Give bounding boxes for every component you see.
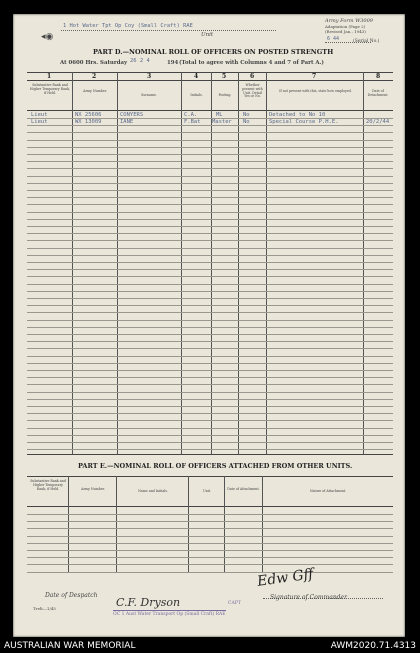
- ruled-line: [27, 197, 393, 198]
- part-d-col-line-6: [266, 72, 267, 454]
- unit-underline: [61, 30, 276, 31]
- ruled-line: [27, 161, 393, 162]
- part-d-col-line-2: [117, 72, 118, 454]
- col-header-posting-label: Posting.: [218, 93, 232, 97]
- ruled-line: [27, 514, 393, 515]
- despatch-label: Date of Despatch: [45, 592, 98, 599]
- ruled-line: [27, 305, 393, 306]
- part-d-top-rule: [27, 72, 393, 73]
- col-header-employed: If not present with this, state how employed.: [279, 89, 352, 93]
- e-col-header-rank: Substantive Rank and Higher Temporary Rank, if Held.: [30, 479, 66, 491]
- row1-present: No: [243, 112, 250, 118]
- col-header-date-detach: Date of Detachment.: [367, 89, 389, 97]
- row2-employed: Special Course P.H.E.: [269, 119, 339, 125]
- row1-surname: CONYERS: [120, 112, 144, 118]
- serial-label: (Serial No.): [353, 39, 380, 44]
- part-e-top-rule: [27, 476, 393, 477]
- col-header-rank: Substantive Rank and Higher Temporary Rank, if Held.: [29, 83, 71, 95]
- ruled-line: [27, 392, 393, 393]
- posted-date: 26 2 4: [130, 58, 150, 64]
- unit-name: 1 Hot Water Tpt Op Coy (Small Craft) RAE: [63, 23, 193, 29]
- ruled-line: [27, 564, 393, 565]
- row2-posting: Master: [212, 119, 232, 125]
- ruled-line: [27, 406, 393, 407]
- e-col-header-date-attach: Date of Attachment.: [227, 487, 260, 491]
- ruled-line: [27, 154, 393, 155]
- ruled-line: [27, 276, 393, 277]
- ruled-line: [27, 384, 393, 385]
- ruled-line: [27, 298, 393, 299]
- ruled-line: [27, 356, 393, 357]
- ruled-line: [27, 442, 393, 443]
- ruled-line: [27, 168, 393, 169]
- ruled-line: [27, 132, 393, 133]
- col-number-4: 4: [194, 73, 199, 80]
- col-number-8: 8: [376, 73, 381, 80]
- e-col-header-army-number: Army Number.: [81, 487, 105, 491]
- form-adaptation: Adaptation (Page 2): [325, 24, 366, 29]
- unit-stamp: OC 1 Aust Water Transport Op (Small Craft) RAE: [113, 612, 226, 617]
- stamp-rank: CAPT: [228, 601, 241, 606]
- ruled-line: [27, 118, 393, 119]
- caption-right: AWM2020.71.4313: [330, 641, 416, 651]
- ruled-line: [27, 413, 393, 414]
- ruled-line: [27, 125, 393, 126]
- serial-value: 6 44: [327, 36, 340, 42]
- form-number: Army Form W3009: [325, 18, 373, 24]
- e-col-header-unit: Unit.: [202, 489, 212, 493]
- ruled-line: [27, 240, 393, 241]
- row2-initials: F.Bat: [184, 119, 201, 125]
- col-header-army-number: Army Number.: [83, 89, 107, 93]
- col-number-2: 2: [92, 73, 97, 80]
- ruled-line: [27, 572, 393, 573]
- e-col-header-nature: Nature of Attachment.: [309, 489, 347, 493]
- part-d-col-line-3: [181, 72, 182, 454]
- ruled-line: [27, 536, 393, 537]
- ruled-line: [27, 176, 393, 177]
- caption-left: AUSTRALIAN WAR MEMORIAL: [4, 641, 136, 651]
- part-d-col-line-4: [211, 72, 212, 454]
- punch-mark: ◂◉: [41, 32, 54, 42]
- ruled-line: [27, 521, 393, 522]
- ruled-line: [27, 334, 393, 335]
- ruled-line: [27, 269, 393, 270]
- col-header-initials: Initials.: [190, 93, 203, 97]
- col-number-6: 6: [250, 73, 255, 80]
- ruled-line: [27, 291, 393, 292]
- commander-signature: C.F. Dryson: [116, 596, 181, 609]
- row1-initials: C.A.: [184, 112, 198, 118]
- ruled-line: [27, 284, 393, 285]
- part-d-title: PART D.—NOMINAL ROLL OF OFFICERS ON POSTED STRENGTH: [93, 48, 334, 56]
- part-e-title: PART E.—NOMINAL ROLL OF OFFICERS ATTACHED FROM OTHER UNITS.: [78, 462, 353, 470]
- row2-present: No: [243, 119, 250, 125]
- part-d-col-line-1: [72, 72, 73, 454]
- row2-number: WX 13009: [75, 119, 102, 125]
- ruled-line: [27, 219, 393, 220]
- unit-label: Unit: [201, 32, 214, 38]
- ruled-line: [27, 435, 393, 436]
- ruled-line: [27, 370, 393, 371]
- row2-surname: IANE: [120, 119, 134, 125]
- ruled-line: [27, 233, 393, 234]
- col-header-surname: Surname.: [141, 93, 157, 97]
- part-d-header-rule: [27, 110, 393, 111]
- ruled-line: [27, 320, 393, 321]
- form-revision: (Revised Jan., 1943): [325, 29, 366, 34]
- ruled-line: [27, 212, 393, 213]
- posted-at-label: At 0600 Hrs. Saturday: [60, 60, 128, 66]
- row2-date: 20/2/44: [366, 119, 390, 125]
- ruled-line: [27, 428, 393, 429]
- ruled-line: [27, 255, 393, 256]
- part-d-col-line-5: [238, 72, 239, 454]
- part-d-col-line-7: [363, 72, 364, 454]
- ruled-line: [27, 248, 393, 249]
- posted-year: 194: [167, 60, 179, 66]
- row1-employed: Detached to No 10: [269, 112, 326, 118]
- ruled-line: [27, 449, 393, 450]
- col-header-present: Whether present with Unit. Detail Yes or No.: [242, 83, 263, 99]
- ruled-line: [27, 204, 393, 205]
- ruled-line: [27, 147, 393, 148]
- ruled-line: [27, 377, 393, 378]
- ruled-line: [27, 140, 393, 141]
- part-d-bottom-rule: [27, 454, 393, 455]
- ruled-line: [27, 399, 393, 400]
- ruled-line: [27, 363, 393, 364]
- row2-rank: Lieut: [31, 119, 48, 125]
- ruled-line: [27, 327, 393, 328]
- row1-number: NX 25606: [75, 112, 102, 118]
- print-code: Trelt—1/45: [33, 606, 56, 611]
- part-d-number-rule: [27, 80, 393, 81]
- ruled-line: [27, 183, 393, 184]
- ruled-line: [27, 226, 393, 227]
- col-number-5: 5: [222, 73, 227, 80]
- row1-posting: ML: [216, 112, 223, 118]
- ruled-line: [27, 420, 393, 421]
- ruled-line: [27, 528, 393, 529]
- commander-signature-2: Edw Gff: [256, 566, 315, 590]
- part-e-header-rule: [27, 506, 393, 507]
- col-number-7: 7: [312, 73, 317, 80]
- document-page: [13, 14, 405, 637]
- ruled-line: [27, 312, 393, 313]
- ruled-line: [27, 262, 393, 263]
- ruled-line: [27, 190, 393, 191]
- ruled-line: [27, 543, 393, 544]
- ruled-line: [27, 557, 393, 558]
- e-col-header-name: Name and Initials.: [138, 489, 168, 493]
- signature-label: Signature of Commander: [270, 594, 347, 601]
- ruled-line: [27, 348, 393, 349]
- row1-rank: Lieut: [31, 112, 48, 118]
- total-note: (Total to agree with Columns 4 and 7 of Part A.): [179, 60, 324, 66]
- col-number-1: 1: [47, 73, 52, 80]
- ruled-line: [27, 550, 393, 551]
- ruled-line: [27, 341, 393, 342]
- col-number-3: 3: [147, 73, 152, 80]
